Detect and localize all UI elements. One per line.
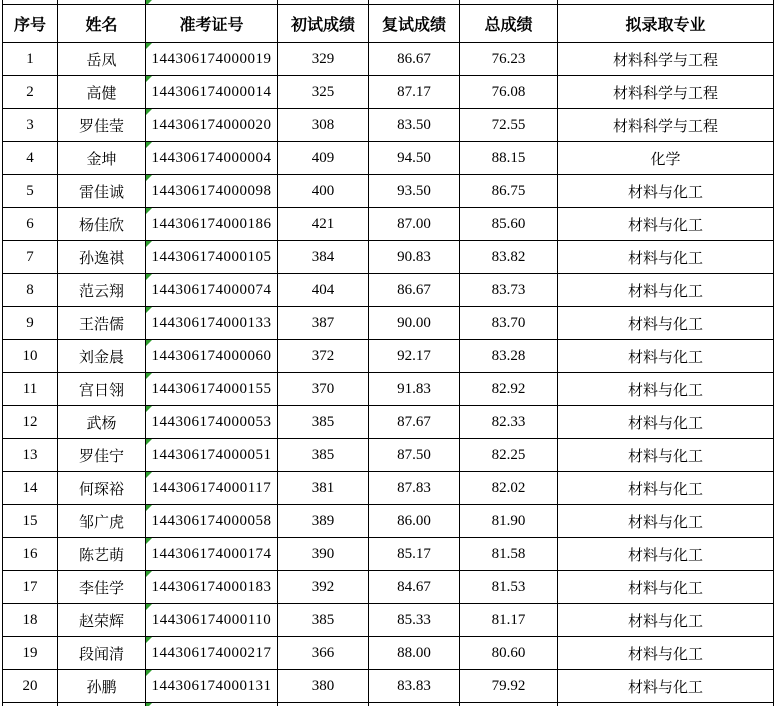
- exam-id-value: 144306174000098: [151, 182, 272, 199]
- cell-exam-id[interactable]: [146, 241, 278, 274]
- cell-exam-id[interactable]: [146, 43, 278, 76]
- cell-major[interactable]: 材料与化工: [558, 175, 774, 208]
- cell-initial-score[interactable]: 325: [278, 76, 369, 109]
- text-format-indicator-icon: [146, 571, 152, 577]
- partial-cell: [146, 703, 278, 706]
- exam-id-value: 144306174000020: [151, 116, 272, 133]
- cell-name[interactable]: 刘金晨: [58, 340, 146, 373]
- cell-index[interactable]: 20: [3, 670, 58, 703]
- table-row: [3, 109, 774, 142]
- exam-id-value: 144306174000019: [151, 50, 272, 67]
- cell-retest-score[interactable]: 87.17: [369, 76, 460, 109]
- exam-id-value: 144306174000217: [151, 644, 272, 661]
- cell-initial-score[interactable]: 404: [278, 274, 369, 307]
- cell-exam-id[interactable]: [146, 571, 278, 604]
- cell-major[interactable]: 材料与化工: [558, 604, 774, 637]
- table-row: [3, 43, 774, 76]
- header-total-score[interactable]: 总成绩: [460, 5, 558, 43]
- cell-major[interactable]: 材料科学与工程: [558, 109, 774, 142]
- cell-index[interactable]: 17: [3, 571, 58, 604]
- text-format-indicator-icon: [146, 307, 152, 313]
- header-exam-id[interactable]: 准考证号: [146, 5, 278, 43]
- cell-total-score[interactable]: 82.92: [460, 373, 558, 406]
- cell-total-score[interactable]: 79.92: [460, 670, 558, 703]
- cell-initial-score[interactable]: 370: [278, 373, 369, 406]
- cell-major[interactable]: 材料与化工: [558, 670, 774, 703]
- table-row: [3, 505, 774, 538]
- cell-total-score[interactable]: 76.23: [460, 43, 558, 76]
- cell-retest-score[interactable]: 83.83: [369, 670, 460, 703]
- partial-cell: [460, 703, 558, 706]
- cell-index[interactable]: 14: [3, 472, 58, 505]
- table-row: [3, 76, 774, 109]
- text-format-indicator-icon: [146, 505, 152, 511]
- cell-retest-score[interactable]: 90.00: [369, 307, 460, 340]
- exam-id-value: 144306174000186: [151, 215, 272, 232]
- cell-total-score[interactable]: 81.53: [460, 571, 558, 604]
- cell-major[interactable]: 材料与化工: [558, 637, 774, 670]
- cell-exam-id[interactable]: [146, 472, 278, 505]
- cell-retest-score[interactable]: 87.50: [369, 439, 460, 472]
- cell-major[interactable]: 化学: [558, 142, 774, 175]
- cell-initial-score[interactable]: 366: [278, 637, 369, 670]
- exam-id-value: 144306174000058: [151, 512, 272, 529]
- exam-id-value: 144306174000133: [151, 314, 272, 331]
- table-row: [3, 373, 774, 406]
- cell-initial-score[interactable]: 384: [278, 241, 369, 274]
- cell-initial-score[interactable]: 381: [278, 472, 369, 505]
- cell-retest-score[interactable]: 83.50: [369, 109, 460, 142]
- cell-name[interactable]: 何琛裕: [58, 472, 146, 505]
- table-header-row: [3, 5, 774, 43]
- exam-id-value: 144306174000174: [151, 545, 272, 562]
- cell-total-score[interactable]: 85.60: [460, 208, 558, 241]
- cell-name[interactable]: 赵荣辉: [58, 604, 146, 637]
- cell-initial-score[interactable]: 329: [278, 43, 369, 76]
- cell-name[interactable]: 雷佳诚: [58, 175, 146, 208]
- cell-total-score[interactable]: 83.28: [460, 340, 558, 373]
- cell-major[interactable]: 材料与化工: [558, 241, 774, 274]
- exam-id-value: 144306174000105: [151, 248, 272, 265]
- table-row: [3, 208, 774, 241]
- cell-retest-score[interactable]: 92.17: [369, 340, 460, 373]
- cell-total-score[interactable]: 72.55: [460, 109, 558, 142]
- table-row: [3, 538, 774, 571]
- partial-row-below: [3, 703, 774, 706]
- cell-exam-id[interactable]: [146, 439, 278, 472]
- exam-id-value: 144306174000155: [151, 380, 272, 397]
- cell-total-score[interactable]: 76.08: [460, 76, 558, 109]
- exam-id-value: 144306174000183: [151, 578, 272, 595]
- cell-total-score[interactable]: 82.33: [460, 406, 558, 439]
- cell-retest-score[interactable]: 85.17: [369, 538, 460, 571]
- cell-major[interactable]: 材料与化工: [558, 373, 774, 406]
- cell-initial-score[interactable]: 409: [278, 142, 369, 175]
- cell-major[interactable]: 材料与化工: [558, 571, 774, 604]
- cell-retest-score[interactable]: 86.00: [369, 505, 460, 538]
- cell-retest-score[interactable]: 88.00: [369, 637, 460, 670]
- cell-total-score[interactable]: 82.25: [460, 439, 558, 472]
- cell-total-score[interactable]: 80.60: [460, 637, 558, 670]
- cell-index[interactable]: 10: [3, 340, 58, 373]
- cell-major[interactable]: 材料与化工: [558, 208, 774, 241]
- cell-name[interactable]: 李佳学: [58, 571, 146, 604]
- cell-retest-score[interactable]: 93.50: [369, 175, 460, 208]
- cell-index[interactable]: 9: [3, 307, 58, 340]
- cell-exam-id[interactable]: [146, 406, 278, 439]
- cell-index[interactable]: 12: [3, 406, 58, 439]
- text-format-indicator-icon: [146, 109, 152, 115]
- cell-retest-score[interactable]: 86.67: [369, 274, 460, 307]
- admission-results-table: [2, 0, 774, 706]
- cell-index[interactable]: 15: [3, 505, 58, 538]
- cell-name[interactable]: 武杨: [58, 406, 146, 439]
- cell-initial-score[interactable]: 387: [278, 307, 369, 340]
- partial-cell: [558, 703, 774, 706]
- table-row: [3, 472, 774, 505]
- exam-id-value: 144306174000131: [151, 677, 272, 694]
- cell-exam-id[interactable]: [146, 274, 278, 307]
- cell-name[interactable]: 金坤: [58, 142, 146, 175]
- header-name[interactable]: 姓名: [58, 5, 146, 43]
- cell-index[interactable]: 11: [3, 373, 58, 406]
- header-retest-score[interactable]: 复试成绩: [369, 5, 460, 43]
- text-format-indicator-icon: [146, 439, 152, 445]
- text-format-indicator-icon: [146, 472, 152, 478]
- cell-index[interactable]: 18: [3, 604, 58, 637]
- cell-exam-id[interactable]: [146, 340, 278, 373]
- text-format-indicator-icon: [146, 208, 152, 214]
- cell-index[interactable]: 1: [3, 43, 58, 76]
- text-format-indicator-icon: [146, 175, 152, 181]
- cell-exam-id[interactable]: [146, 142, 278, 175]
- cell-retest-score[interactable]: 84.67: [369, 571, 460, 604]
- table-row: [3, 637, 774, 670]
- cell-index[interactable]: 13: [3, 439, 58, 472]
- cell-retest-score[interactable]: 86.67: [369, 43, 460, 76]
- exam-id-value: 144306174000110: [151, 611, 272, 628]
- exam-id-value: 144306174000014: [151, 83, 272, 100]
- cell-initial-score[interactable]: 389: [278, 505, 369, 538]
- cell-retest-score[interactable]: 87.83: [369, 472, 460, 505]
- cell-exam-id[interactable]: [146, 604, 278, 637]
- text-format-indicator-icon: [146, 604, 152, 610]
- text-format-indicator-icon: [146, 340, 152, 346]
- cell-initial-score[interactable]: 400: [278, 175, 369, 208]
- cell-name[interactable]: 杨佳欣: [58, 208, 146, 241]
- cell-major[interactable]: 材料与化工: [558, 340, 774, 373]
- cell-total-score[interactable]: 81.58: [460, 538, 558, 571]
- cell-exam-id[interactable]: [146, 76, 278, 109]
- cell-index[interactable]: 3: [3, 109, 58, 142]
- cell-name[interactable]: 岳凤: [58, 43, 146, 76]
- cell-exam-id[interactable]: [146, 175, 278, 208]
- text-format-indicator-icon: [146, 274, 152, 280]
- cell-retest-score[interactable]: 94.50: [369, 142, 460, 175]
- table-row: [3, 604, 774, 637]
- text-format-indicator-icon: [146, 43, 152, 49]
- cell-initial-score[interactable]: 392: [278, 571, 369, 604]
- cell-total-score[interactable]: 81.90: [460, 505, 558, 538]
- table-row: [3, 142, 774, 175]
- cell-major[interactable]: 材料科学与工程: [558, 76, 774, 109]
- cell-retest-score[interactable]: 87.67: [369, 406, 460, 439]
- cell-index[interactable]: 16: [3, 538, 58, 571]
- exam-id-value: 144306174000074: [151, 281, 272, 298]
- cell-index[interactable]: 4: [3, 142, 58, 175]
- exam-id-value: 144306174000053: [151, 413, 272, 430]
- cell-retest-score[interactable]: 85.33: [369, 604, 460, 637]
- cell-name[interactable]: 邹广虎: [58, 505, 146, 538]
- cell-exam-id[interactable]: [146, 670, 278, 703]
- cell-initial-score[interactable]: 385: [278, 439, 369, 472]
- header-initial-score[interactable]: 初试成绩: [278, 5, 369, 43]
- text-format-indicator-icon: [146, 538, 152, 544]
- cell-name[interactable]: 王浩儒: [58, 307, 146, 340]
- table-row: [3, 670, 774, 703]
- cell-total-score[interactable]: 86.75: [460, 175, 558, 208]
- cell-index[interactable]: 19: [3, 637, 58, 670]
- cell-major[interactable]: 材料与化工: [558, 307, 774, 340]
- header-index[interactable]: 序号: [3, 5, 58, 43]
- cell-major[interactable]: 材料与化工: [558, 274, 774, 307]
- exam-id-value: 144306174000117: [151, 479, 272, 496]
- cell-exam-id[interactable]: [146, 637, 278, 670]
- cell-index[interactable]: 6: [3, 208, 58, 241]
- cell-total-score[interactable]: 83.82: [460, 241, 558, 274]
- cell-index[interactable]: 8: [3, 274, 58, 307]
- cell-initial-score[interactable]: 421: [278, 208, 369, 241]
- table-row: [3, 307, 774, 340]
- table-row: [3, 241, 774, 274]
- text-format-indicator-icon: [146, 76, 152, 82]
- text-format-indicator-icon: [146, 142, 152, 148]
- cell-retest-score[interactable]: 90.83: [369, 241, 460, 274]
- cell-initial-score[interactable]: 380: [278, 670, 369, 703]
- cell-name[interactable]: 罗佳莹: [58, 109, 146, 142]
- exam-id-value: 144306174000060: [151, 347, 272, 364]
- cell-major[interactable]: 材料与化工: [558, 406, 774, 439]
- text-format-indicator-icon: [146, 637, 152, 643]
- exam-id-value: 144306174000004: [151, 149, 272, 166]
- text-format-indicator-icon: [146, 406, 152, 412]
- cell-exam-id[interactable]: [146, 109, 278, 142]
- partial-cell: [3, 703, 58, 706]
- cell-retest-score[interactable]: 91.83: [369, 373, 460, 406]
- header-major[interactable]: 拟录取专业: [558, 5, 774, 43]
- cell-major[interactable]: 材料与化工: [558, 439, 774, 472]
- cell-name[interactable]: 范云翔: [58, 274, 146, 307]
- cell-major[interactable]: 材料与化工: [558, 505, 774, 538]
- cell-exam-id[interactable]: [146, 208, 278, 241]
- cell-total-score[interactable]: 81.17: [460, 604, 558, 637]
- cell-name[interactable]: 孙鹏: [58, 670, 146, 703]
- cell-index[interactable]: 7: [3, 241, 58, 274]
- cell-name[interactable]: 罗佳宁: [58, 439, 146, 472]
- cell-initial-score[interactable]: 390: [278, 538, 369, 571]
- cell-exam-id[interactable]: [146, 538, 278, 571]
- partial-cell: [58, 703, 146, 706]
- table-row: [3, 274, 774, 307]
- cell-initial-score[interactable]: 385: [278, 604, 369, 637]
- cell-name[interactable]: 宫日翎: [58, 373, 146, 406]
- cell-total-score[interactable]: 83.70: [460, 307, 558, 340]
- cell-name[interactable]: 高健: [58, 76, 146, 109]
- cell-exam-id[interactable]: [146, 307, 278, 340]
- table-row: [3, 439, 774, 472]
- cell-total-score[interactable]: 83.73: [460, 274, 558, 307]
- cell-index[interactable]: 2: [3, 76, 58, 109]
- partial-cell: [369, 703, 460, 706]
- cell-name[interactable]: 段闻清: [58, 637, 146, 670]
- table-row: [3, 571, 774, 604]
- text-format-indicator-icon: [146, 670, 152, 676]
- exam-id-value: 144306174000051: [151, 446, 272, 463]
- cell-retest-score[interactable]: 87.00: [369, 208, 460, 241]
- cell-total-score[interactable]: 82.02: [460, 472, 558, 505]
- cell-major[interactable]: 材料科学与工程: [558, 43, 774, 76]
- cell-total-score[interactable]: 88.15: [460, 142, 558, 175]
- cell-initial-score[interactable]: 308: [278, 109, 369, 142]
- cell-major[interactable]: 材料与化工: [558, 538, 774, 571]
- cell-name[interactable]: 陈艺萌: [58, 538, 146, 571]
- partial-cell: [278, 703, 369, 706]
- cell-initial-score[interactable]: 372: [278, 340, 369, 373]
- table-row: [3, 406, 774, 439]
- cell-exam-id[interactable]: [146, 373, 278, 406]
- table-row: [3, 175, 774, 208]
- table-row: [3, 340, 774, 373]
- cell-initial-score[interactable]: 385: [278, 406, 369, 439]
- cell-name[interactable]: 孙逸祺: [58, 241, 146, 274]
- cell-index[interactable]: 5: [3, 175, 58, 208]
- table-body: [3, 43, 774, 703]
- cell-major[interactable]: 材料与化工: [558, 472, 774, 505]
- text-format-indicator-icon: [146, 373, 152, 379]
- cell-exam-id[interactable]: [146, 505, 278, 538]
- text-format-indicator-icon: [146, 241, 152, 247]
